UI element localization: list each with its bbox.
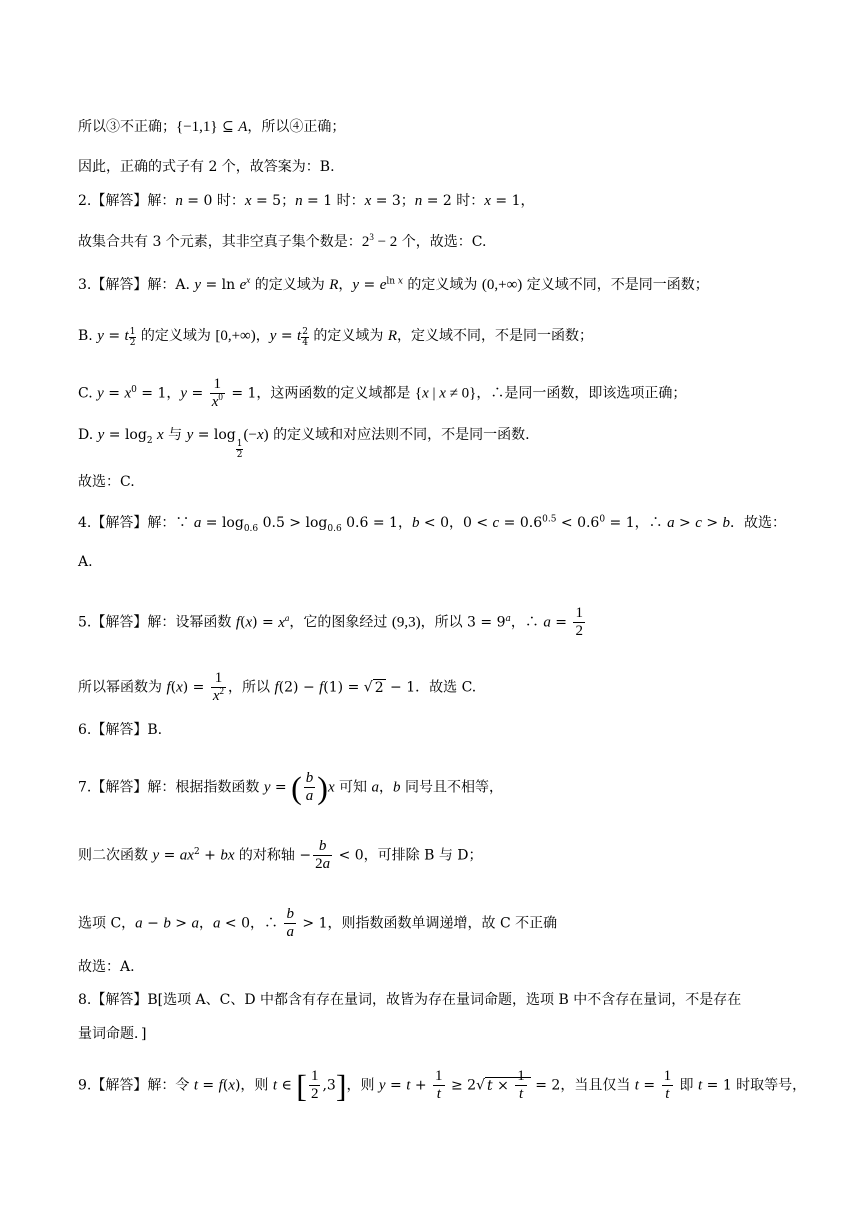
text-line: B. y = t $\frac{1}{2}$ 的定义域为 [0,+∞)，y = t $\frac{2}{4}$ 的定义域为 R，定义域不同，不是同一函数； <box>78 327 594 349</box>
line-content: 因此，正确的式子有 2 个，故答案为：B. <box>78 159 335 175</box>
text-line: 7.【解答】解：根据指数函数 y = ( $\frac{b}{a}$ )x 可知 a，b 同号且不相等， <box>78 769 503 806</box>
line-content: A. <box>78 554 93 570</box>
text-line <box>78 552 802 572</box>
line-content: 故选：C. <box>78 474 135 490</box>
line-content: 6.【解答】B. <box>78 722 163 738</box>
text-line: 3.【解答】解：A. $y = \ln e^x$ 的定义域为 R，$y = e^{ln x}$ 的定义域为 (0,+∞) 定义域不同，不是同一函数； <box>78 275 709 293</box>
text-line <box>78 990 802 1010</box>
text-line: C. $y = x^0 = 1$，y = $\frac{1}{x^0}$ = 1，这两函数的定义域都是 {x | x ≠ 0}，∴是同一函数，即该选项正确； <box>78 376 687 410</box>
text-line: 2.【解答】解：n = 0 时：x = 5；n = 1 时：x = 3；n = 2 时：x = 1， <box>78 193 535 209</box>
text-line <box>78 157 802 177</box>
text-line: 则二次函数 $y = ax^2$ + bx 的对称轴 − $\frac{b}{2a}$ < 0，可排除 B 与 D； <box>78 838 483 872</box>
text-line <box>78 720 802 740</box>
text-line <box>78 472 802 492</box>
text-line: 4.【解答】解：∵ $a = \log_{0.6} 0.5 > \log_{0.6} 0.6 = 1$，b < 0，$0 < c = 0.6^{0.5} < 0.6^0 = 1$，∴ a > c > b．故选： <box>78 514 787 534</box>
line-content: 量词命题．] <box>78 1026 147 1042</box>
line-content: 8.【解答】B[选项 A、C、D 中都含有存在量词，故皆为存在量词命题，选项 B 中不含存在量词，不是存在 <box>78 992 742 1008</box>
line-content: 故选：A. <box>78 959 135 975</box>
text-line <box>78 1024 802 1044</box>
text-line: 9.【解答】解：令 t = f(x)，则 t ∈ [ $\frac{1}{2}$ ,3]，则 y = t + $\frac{1}{t}$ ≥ 2√ t × $\frac{1}{t}$ = 2，当且仅当 t = $\frac{1}{t}$ 即 t = 1 时取等号， <box>78 1067 807 1104</box>
text-line: 所以幂函数为 f(x) = $\frac{1}{x^2}$ ，所以 f(2) − f(1) = √ 2 − 1．故选 C. <box>78 670 477 704</box>
text-line <box>78 957 802 977</box>
text-line: 所以③不正确；{−1,1} ⊆ A，所以④正确； <box>78 119 346 135</box>
text-line: 故集合共有 3 个元素，其非空真子集个数是：$2^3 - 2$ 个，故选：C. <box>78 232 487 250</box>
text-line: 5.【解答】解：设幂函数 $f(x) = x^a$，它的图象经过 (9,3)，所以 $3 = 9^a$，∴ a = $\frac{1}{2}$ <box>78 605 583 639</box>
text-line: D. $y = \log_2 x$ 与 y = log $_{\frac{1}{2}}$ (−x) 的定义域和对应法则不同，不是同一函数. <box>78 427 530 460</box>
text-line: 选项 C，a − b > a，a < 0，∴ $\frac{b}{a}$ > 1，则指数函数单调递增，故 C 不正确 <box>78 906 558 940</box>
